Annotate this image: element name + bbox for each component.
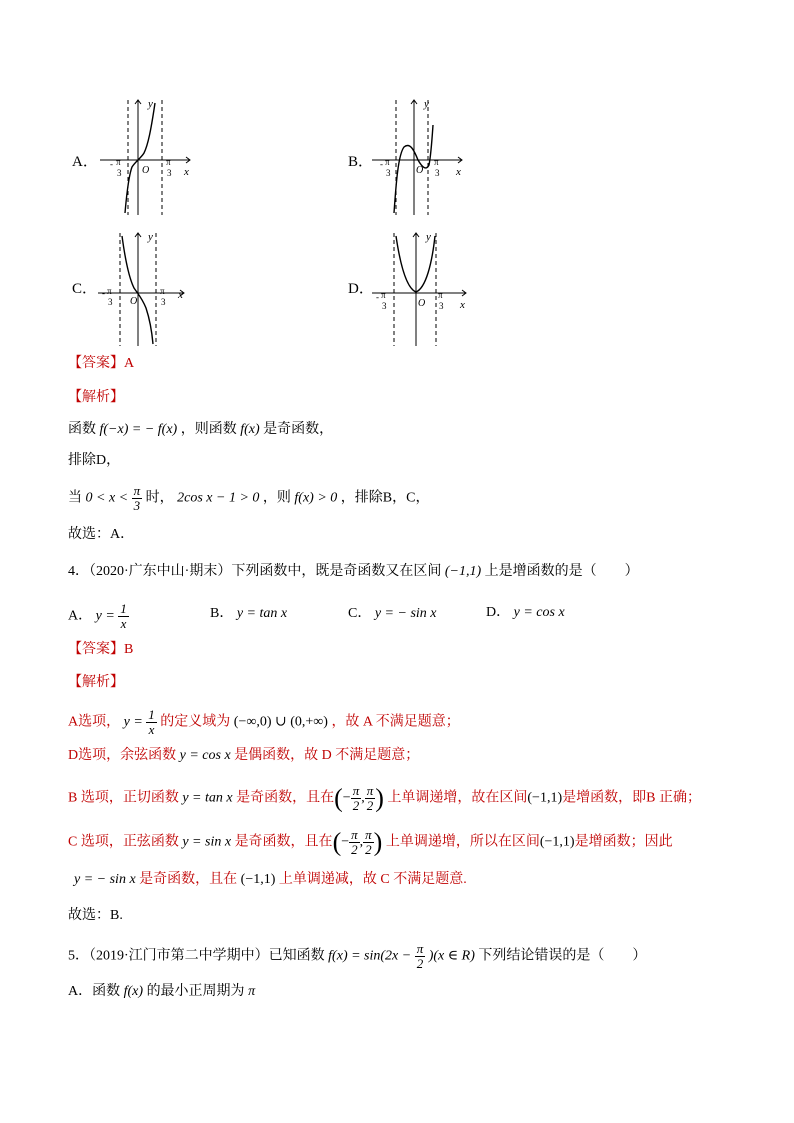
- text: 是奇函数，且在: [236, 790, 335, 806]
- denominator: 2: [416, 956, 424, 971]
- math-expression: (−1,1): [444, 564, 482, 579]
- q5-option-a: [68, 982, 255, 1002]
- three-label: 3: [382, 301, 387, 311]
- numerator: π: [352, 783, 360, 798]
- minus-sign: -: [380, 159, 383, 169]
- y-axis-label: y: [148, 231, 153, 243]
- denominator: x: [148, 722, 155, 737]
- math-expression: π: [248, 984, 256, 999]
- option-a-label: A．: [72, 154, 98, 170]
- minus-sign: -: [102, 288, 105, 298]
- numerator: 1: [148, 707, 155, 722]
- pi-label: π: [107, 286, 112, 296]
- minus-sign: -: [376, 292, 379, 302]
- option-label: D．: [486, 605, 511, 620]
- fraction: [146, 708, 157, 737]
- text: 下列结论错误的是（ ）: [478, 948, 647, 964]
- text: ，排除B，C，: [340, 490, 430, 506]
- math-expression: y = − sin x: [74, 872, 136, 887]
- option-c-label: C．: [72, 281, 98, 297]
- fraction: [132, 484, 143, 513]
- fraction: [365, 784, 376, 813]
- text: 上单调递增，故在区间: [387, 790, 528, 806]
- answer-tag: 【答案】B: [68, 642, 134, 657]
- text: 是奇函数，且在: [139, 872, 238, 887]
- option-label: B．: [210, 606, 234, 621]
- math-expression: y =: [123, 714, 143, 730]
- text: 是增函数，即B 正确；: [562, 790, 701, 806]
- pi-label: π: [166, 157, 171, 167]
- q5-stem: [68, 942, 646, 971]
- text: 5．（2019·江门市第二中学期中）已知函数: [68, 948, 325, 964]
- right-paren: ): [375, 783, 384, 813]
- origin-label: O: [416, 165, 424, 176]
- q4-option-b: [210, 604, 287, 624]
- graph-option-a: [98, 95, 198, 217]
- three-label: 3: [108, 297, 113, 307]
- math-expression: f(x) > 0: [294, 490, 338, 506]
- origin-label: O: [130, 296, 138, 307]
- text: 的最小正周期为: [146, 984, 245, 999]
- math-expression: (−1,1): [539, 834, 575, 850]
- origin-label: O: [418, 298, 426, 309]
- text: B 选项，正切函数: [68, 790, 179, 806]
- math-expression: (−1,1): [527, 790, 563, 806]
- pi-label: π: [160, 286, 165, 296]
- text: ，故 A 不满足题意；: [331, 714, 460, 730]
- three-label: 3: [161, 297, 166, 307]
- text: 是偶函数，故 D 不满足题意；: [234, 748, 420, 763]
- math-expression: y = tan x: [236, 606, 288, 621]
- analysis-tag: 【解析】: [68, 675, 124, 690]
- text: 是增函数；因此: [574, 834, 673, 850]
- text: C 选项，正弦函数: [68, 834, 179, 850]
- answer-tag: 【答案】A: [68, 356, 135, 371]
- option-label: C．: [348, 606, 372, 621]
- pi-label: π: [438, 290, 443, 300]
- option-d-label: D．: [348, 281, 374, 297]
- numerator: 1: [120, 601, 127, 616]
- three-label: 3: [117, 168, 122, 178]
- pi-label: π: [434, 157, 439, 167]
- q4-conclusion: 故选：B.: [68, 908, 123, 923]
- text: 上单调递增，所以在区间: [385, 834, 540, 850]
- math-expression: y = − sin x: [374, 606, 437, 621]
- denominator: 2: [365, 842, 372, 857]
- graph-option-c: [96, 228, 196, 348]
- analysis-option-a: [68, 708, 460, 737]
- three-label: 3: [435, 168, 440, 178]
- left-paren: (: [334, 783, 343, 813]
- x-axis-label: x: [184, 166, 189, 178]
- option-label: A．: [68, 608, 93, 624]
- text: 的定义域为: [160, 714, 231, 730]
- math-expression: 2cos x − 1 > 0: [177, 490, 260, 506]
- analysis-option-c-continued: [74, 870, 467, 890]
- text: 当: [68, 490, 82, 506]
- graph-option-b: [370, 95, 470, 217]
- text: 4．（2020·广东中山·期末）下列函数中，既是奇函数又在区间: [68, 564, 442, 579]
- denominator: 2: [351, 842, 358, 857]
- q3-conclusion: 故选：A．: [68, 527, 135, 542]
- denominator: 2: [352, 798, 360, 813]
- numerator: π: [416, 941, 424, 956]
- denominator: 3: [133, 498, 141, 513]
- text: 函数: [68, 422, 96, 437]
- math-expression: f(x) = sin(2x −: [328, 948, 412, 964]
- analysis-option-c: C 选项，正弦函数 y = sin x 是奇函数，且在(− $\frac{\pi}{2}$ , $\frac{\pi}{2}$ ) 上单调递增，所以在区间(−1,1)是增函数；因此: [68, 827, 673, 857]
- q4-option-d: [486, 603, 565, 623]
- analysis-line-odd-function: [68, 420, 333, 440]
- fraction: [363, 828, 374, 857]
- y-axis-label: y: [148, 98, 153, 110]
- right-paren: ): [373, 827, 383, 857]
- three-label: 3: [167, 168, 172, 178]
- text: A选项，: [68, 714, 121, 730]
- x-axis-label: x: [456, 166, 461, 178]
- q4-option-a: [68, 602, 129, 631]
- analysis-line-interval: [68, 484, 429, 513]
- text: 上是增函数的是（ ）: [484, 564, 639, 579]
- option-b-label: B．: [348, 154, 374, 170]
- q4-option-c: [348, 604, 437, 624]
- denominator: x: [120, 616, 127, 631]
- numerator: π: [365, 827, 372, 842]
- fraction: [118, 602, 129, 631]
- math-expression: y = sin x: [182, 834, 232, 850]
- analysis-tag: 【解析】: [68, 390, 124, 405]
- fraction: [351, 784, 362, 813]
- denominator: 2: [366, 798, 374, 813]
- pi-label: π: [385, 157, 390, 167]
- math-expression: y = tan x: [182, 790, 233, 806]
- text: 上单调递减，故 C 不满足题意.: [278, 872, 467, 887]
- graph-option-d: [370, 228, 474, 348]
- numerator: π: [366, 783, 374, 798]
- math-expression: y = cos x: [179, 748, 231, 763]
- y-axis-label: y: [424, 98, 429, 110]
- analysis-option-d: [68, 746, 419, 766]
- fraction: [415, 942, 426, 971]
- math-expression: f(−x) = − f(x): [99, 422, 178, 437]
- math-expression: f(x): [123, 984, 144, 999]
- text: ，则: [262, 490, 291, 506]
- math-expression: (−1,1): [240, 872, 276, 887]
- x-axis-label: x: [178, 289, 183, 301]
- math-expression: 0 < x <: [85, 490, 129, 506]
- analysis-line-exclude-d: 排除D，: [68, 453, 121, 468]
- analysis-option-b: B 选项，正切函数 y = tan x 是奇函数，且在(− $\frac{\pi}{2}$ , $\frac{\pi}{2}$ ) 上单调递增，故在区间(−1,1)是增函数，即B 正确；: [68, 783, 701, 813]
- three-label: 3: [386, 168, 391, 178]
- text: 是奇函数，且在: [234, 834, 333, 850]
- fraction: [349, 828, 360, 857]
- numerator: π: [351, 827, 358, 842]
- q4-stem: [68, 562, 639, 582]
- y-axis-label: y: [426, 231, 431, 243]
- text: 是奇函数，: [263, 422, 334, 437]
- numerator: π: [133, 483, 141, 498]
- three-label: 3: [439, 301, 444, 311]
- math-expression: (−∞,0) ∪ (0,+∞): [233, 714, 328, 730]
- text: D选项，余弦函数: [68, 748, 177, 763]
- math-expression: y = cos x: [513, 605, 565, 620]
- math-expression: f(x): [240, 422, 260, 437]
- text: 时，: [145, 490, 174, 506]
- minus-sign: -: [110, 159, 113, 169]
- x-axis-label: x: [460, 299, 465, 311]
- math-expression: y =: [95, 608, 115, 624]
- pi-label: π: [381, 290, 386, 300]
- math-expression: )(x ∈ R): [428, 948, 475, 964]
- pi-label: π: [116, 157, 121, 167]
- left-paren: (: [332, 827, 342, 857]
- text: A．函数: [68, 984, 121, 999]
- text: ，则函数: [180, 422, 237, 437]
- origin-label: O: [142, 165, 150, 176]
